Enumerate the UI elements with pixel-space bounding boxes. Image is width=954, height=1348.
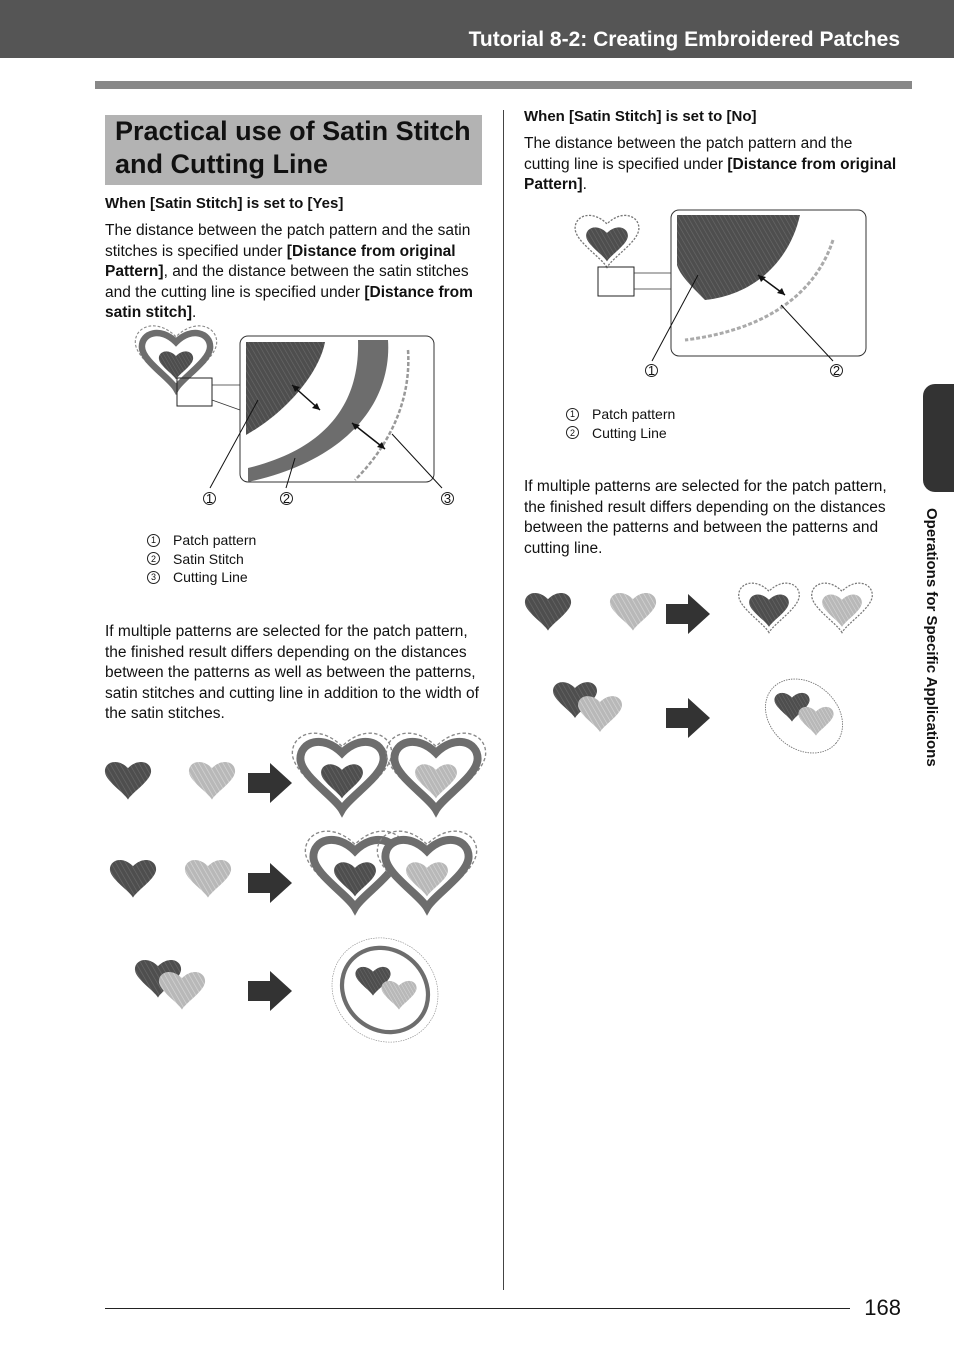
page-number: 168 (864, 1295, 901, 1320)
legend-item: 2 Satin Stitch (147, 550, 256, 569)
right-multi-paragraph: If multiple patterns are selected for the patch pattern, the finished result differs depending on the distances between the patterns and between the patterns and cutting line. (524, 478, 887, 557)
left-subtitle: When [Satin Stitch] is set to [Yes] (105, 195, 344, 212)
callout-1: 1 (645, 364, 658, 377)
right-intro-paragraph: The distance between the patch pattern and the cutting line is specified under [Distance from original Pattern]. (524, 135, 897, 193)
left-legend (147, 531, 256, 587)
callout-2: 2 (280, 492, 293, 505)
right-legend (566, 405, 675, 442)
page-header (0, 0, 954, 58)
satin-stitch-diagram (130, 330, 470, 515)
callout-2: 2 (830, 364, 843, 377)
footer-rule (105, 1308, 850, 1309)
cutting-line-diagram (565, 205, 875, 380)
chapter-label: Operations for Specific Applications (923, 508, 940, 767)
cutting-line-examples (520, 580, 880, 760)
legend-item: 2 Cutting Line (566, 424, 675, 443)
callout-3: 3 (441, 492, 454, 505)
satin-examples (100, 735, 485, 1050)
legend-item: 1 Patch pattern (147, 531, 256, 550)
left-multi-paragraph: If multiple patterns are selected for the patch pattern, the finished result differs depending on the distances between the patterns as well as between the patterns, satin stitches and cutting line in addition to the width of the satin stitches. (105, 623, 479, 722)
right-subtitle: When [Satin Stitch] is set to [No] (524, 108, 757, 125)
header-rule (95, 81, 912, 89)
chapter-tab (923, 384, 954, 492)
legend-item: 3 Cutting Line (147, 568, 256, 587)
section-title: Practical use of Satin Stitch and Cutting Line (105, 115, 482, 185)
legend-item: 1 Patch pattern (566, 405, 675, 424)
callout-1: 1 (203, 492, 216, 505)
column-divider (503, 110, 504, 1290)
header-title: Tutorial 8-2: Creating Embroidered Patches (468, 28, 900, 51)
left-intro-paragraph: The distance between the patch pattern and the satin stitches is specified under [Distance from original Pattern], and the distance between the satin stitches and the cutting line is specified under [Distance from satin stitch]. (105, 222, 473, 321)
